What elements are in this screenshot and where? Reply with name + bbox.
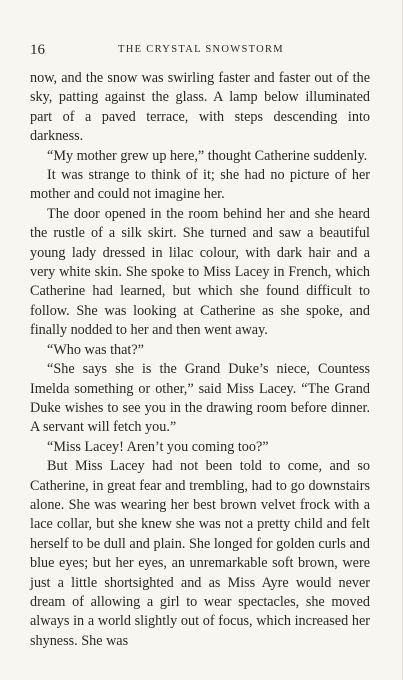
running-head xyxy=(30,40,372,60)
paragraph: “She says she is the Grand Duke’s niece, Countess Imelda something or other,” said Miss Lacey. “The Grand Duke wishes to see you in the drawing room before dinner. A servant will fetch you.” xyxy=(30,361,370,436)
paragraph: The door opened in the room behind her and she heard the rustle of a silk skirt. She turned and saw a beautiful young lady dressed in lilac colour, with dark hair and a very white skin. She spoke to Miss Lacey in French, which Catherine had learned, but which she found difficult to follow. She was looking at Catherine as she spoke, and finally nodded to her and then went away. xyxy=(30,205,370,339)
running-title: THE CRYSTAL SNOWSTORM xyxy=(118,44,284,55)
paragraph: “Who was that?” xyxy=(47,341,144,358)
body-text xyxy=(30,69,370,651)
paragraph: “My mother grew up here,” thought Catherine suddenly. xyxy=(47,147,368,164)
paragraph: “Miss Lacey! Aren’t you coming too?” xyxy=(47,438,269,455)
paragraph: now, and the snow was swirling faster and faster out of the sky, patting against the glass. A lamp below illuminated part of a paved terrace, with steps descending into darkness. xyxy=(30,70,370,145)
paragraph: It was strange to think of it; she had no picture of her mother and could not imagine her. xyxy=(30,167,370,203)
paragraph: But Miss Lacey had not been told to come, and so Catherine, in great fear and trembling, had to go downstairs alone. She was wearing her best brown velvet frock with a lace collar, but she knew she was not a pretty child and felt herself to be dull and plain. She longed for golden curls and blue eyes; but her eyes, an unremarkable soft brown, were just a little shortsighted and as Miss Ayre would never dream of allowing a girl to wear spectacles, she moved always in a world slightly out of focus, which increased her shyness. She was xyxy=(30,458,370,649)
page-number: 16 xyxy=(30,42,45,58)
